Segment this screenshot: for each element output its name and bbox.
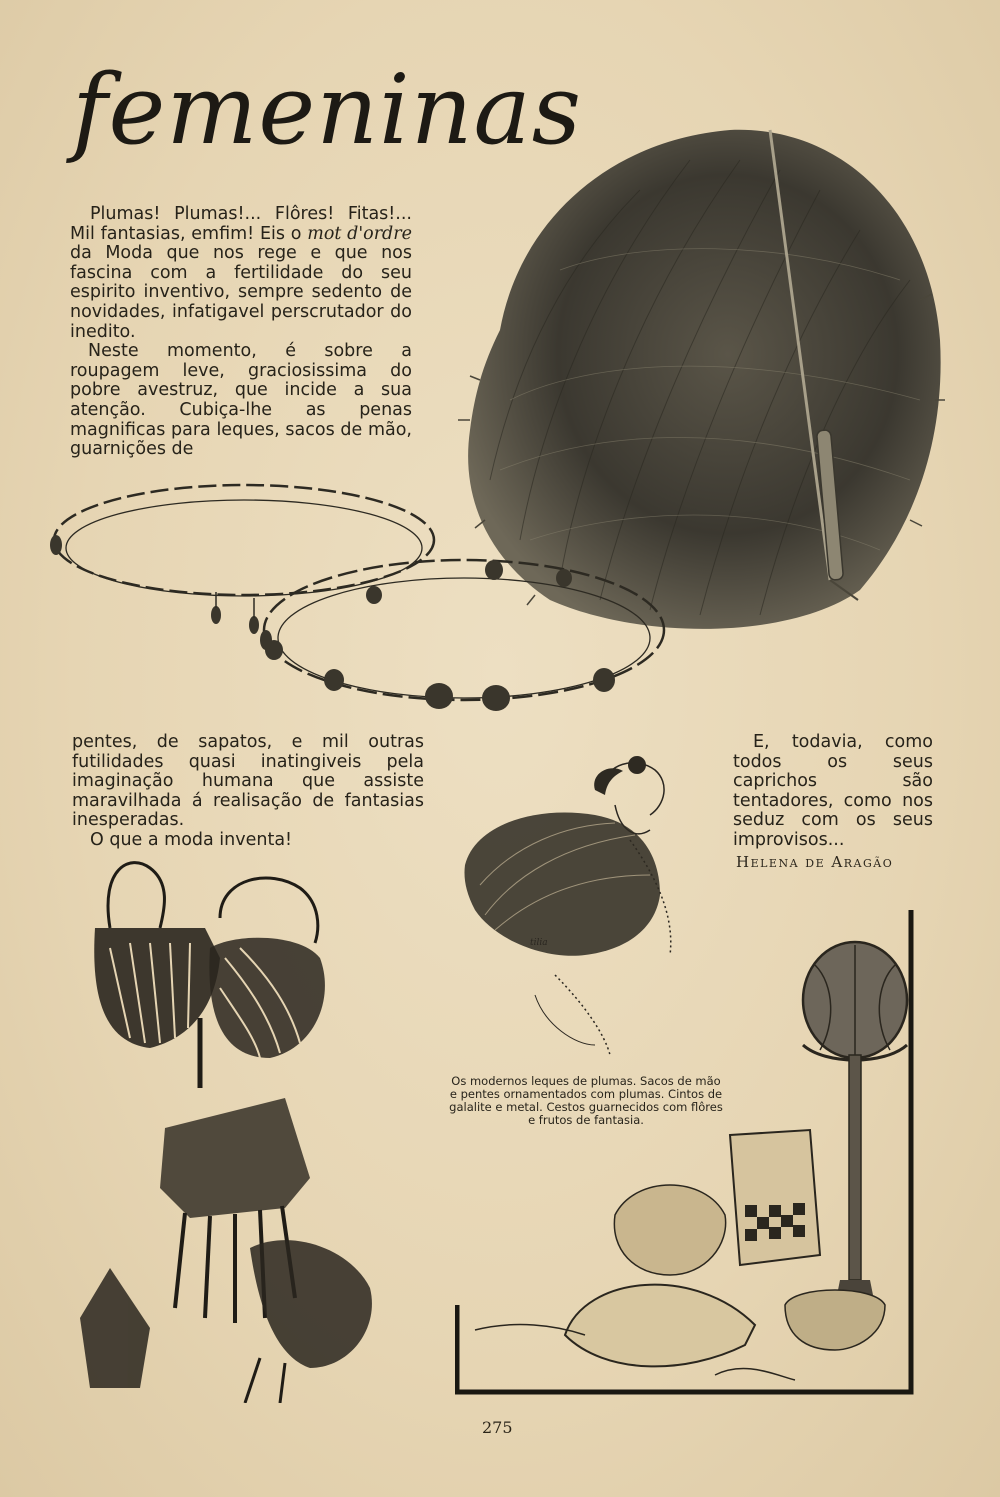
paragraph: pentes, de sapatos, e mil outras futilidades quasi inatingiveis pela imaginação humana que assiste maravilhada á realisação de fantasias inesperadas. [72, 732, 424, 831]
page-number: 275 [482, 1418, 513, 1437]
paragraph: E, todavia, como todos os seus caprichos são tentadores, como nos seduz com os seus improvisos... [733, 732, 933, 850]
feather-bags-combs-icon [70, 848, 410, 1403]
paragraph: Neste momento, é sobre a roupagem leve, graciosissima do pobre avestruz, que incide a sua atenção. Cubiça-lhe as penas magnificas para leques, sacos de mão, guarnições de [70, 341, 412, 460]
paragraph: O que a moda inventa! [90, 829, 293, 850]
illustration-caption: Os modernos leques de plumas. Sacos de mão e pentes ornamentados com plumas. Cintos de galalite e metal. Cestos guarnecidos com flôres e frutos de fantasia. [449, 1074, 723, 1127]
lamp-baskets-icon [455, 905, 925, 1400]
article-column-2 [72, 733, 424, 851]
article-column-1 [70, 205, 412, 460]
page-title: femeninas [72, 54, 583, 166]
svg-text:tilia: tilia [530, 938, 548, 948]
paragraph: Plumas! Plumas!... Flôres! Fitas!... Mil fantasias, emfim! Eis o mot d'ordre da Moda que nos rege e que nos fascina com a fertilidade do seu espirito inventivo, sempre sedento de novidades, infatigavel perscrutador do inedito. [70, 204, 412, 342]
article-column-3 [733, 733, 933, 851]
author-signature: Helena de Aragão [736, 853, 894, 871]
bead-belt-icon [44, 470, 694, 725]
